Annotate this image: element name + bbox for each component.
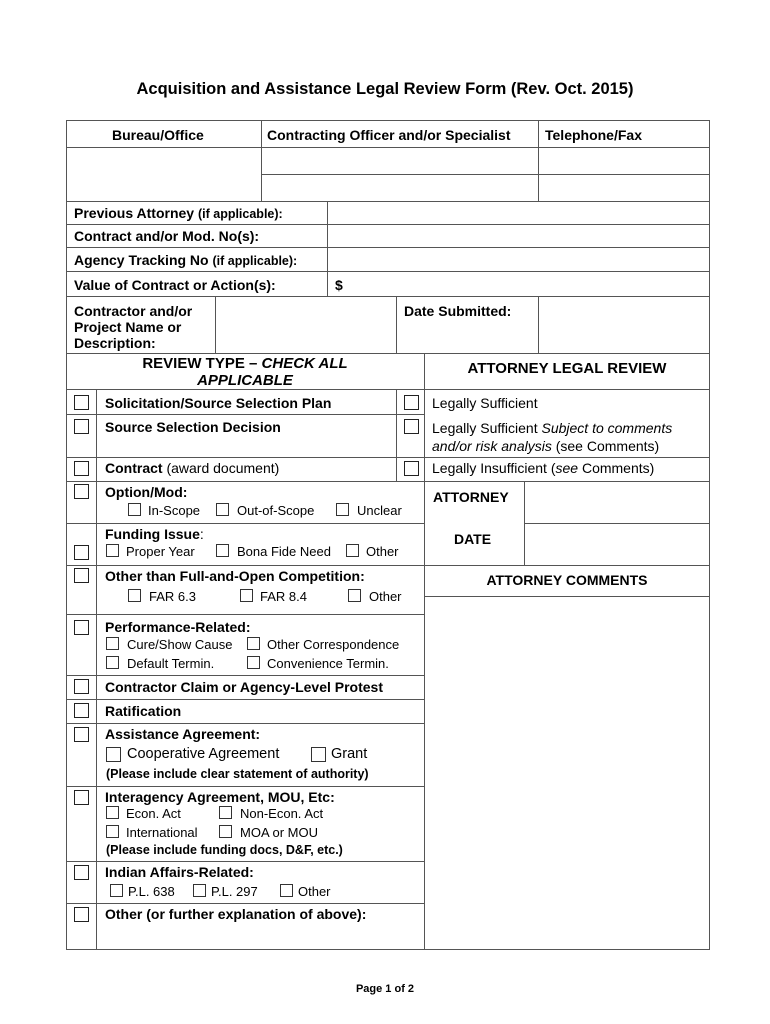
competition-other-label: Other	[369, 589, 402, 604]
dollar-sign: $	[335, 277, 343, 293]
contract-mod-label: Contract and/or Mod. No(s):	[74, 228, 260, 244]
far-8-4-checkbox[interactable]	[240, 589, 253, 602]
agency-tracking-field[interactable]	[328, 248, 708, 270]
pl-638-checkbox[interactable]	[110, 884, 123, 897]
further-explanation-checkbox[interactable]	[74, 907, 89, 922]
fax-field[interactable]	[539, 175, 708, 200]
proper-year-checkbox[interactable]	[106, 544, 119, 557]
attorney-comments-heading: ATTORNEY COMMENTS	[486, 572, 648, 588]
proper-year-label: Proper Year	[126, 544, 195, 559]
page-number: Page 1 of 2	[355, 983, 415, 995]
contractor-label	[74, 303, 192, 351]
econ-act-label: Econ. Act	[126, 806, 181, 821]
previous-attorney-label	[74, 205, 283, 221]
source-selection-label: Source Selection Decision	[105, 419, 281, 435]
form-title: Acquisition and Assistance Legal Review Form (Rev. Oct. 2015)	[136, 80, 634, 98]
source-selection-checkbox[interactable]	[74, 419, 89, 434]
other-correspondence-label: Other Correspondence	[267, 637, 400, 652]
contracting-officer-field-1[interactable]	[262, 148, 537, 173]
if-applicable-note: (if applicable):	[197, 207, 283, 221]
convenience-termin-checkbox[interactable]	[247, 656, 260, 669]
default-termin-label: Default Termin.	[127, 656, 215, 671]
bona-fide-checkbox[interactable]	[216, 544, 229, 557]
funding-docs-note: (Please include funding docs, D&F, etc.)	[106, 843, 343, 857]
contractor-label-line3: Description:	[74, 335, 156, 351]
telephone-field[interactable]	[539, 148, 708, 173]
international-checkbox[interactable]	[106, 825, 119, 838]
far-6-3-label: FAR 6.3	[149, 589, 196, 604]
date-submitted-field[interactable]	[539, 297, 708, 352]
funding-issue-colon: :	[199, 526, 204, 542]
sufficient-subject-a: Legally Sufficient	[432, 420, 542, 436]
attorney-label: ATTORNEY	[433, 489, 509, 505]
telephone-fax-header: Telephone/Fax	[545, 127, 642, 143]
legally-sufficient-checkbox[interactable]	[404, 395, 419, 410]
option-mod-checkbox[interactable]	[74, 484, 89, 499]
agency-tracking-text: Agency Tracking No	[74, 252, 209, 268]
agency-tracking-label	[74, 252, 297, 268]
assistance-label: Assistance Agreement:	[105, 726, 261, 742]
grant-checkbox[interactable]	[311, 747, 326, 762]
further-explanation-label: Other (or further explanation of above):	[105, 906, 367, 922]
review-type-heading-c: APPLICABLE	[197, 372, 293, 389]
date-submitted-label: Date Submitted:	[404, 303, 512, 319]
date-field[interactable]	[525, 524, 708, 564]
interagency-checkbox[interactable]	[74, 790, 89, 805]
claim-checkbox[interactable]	[74, 679, 89, 694]
solicitation-label: Solicitation/Source Selection Plan	[105, 395, 332, 411]
date-label: DATE	[454, 531, 492, 547]
funding-issue-checkbox[interactable]	[74, 545, 89, 560]
indian-other-label: Other	[298, 884, 331, 899]
far-6-3-checkbox[interactable]	[128, 589, 141, 602]
sufficient-subject-label	[432, 419, 672, 455]
funding-issue-label	[105, 526, 204, 542]
funding-other-checkbox[interactable]	[346, 544, 359, 557]
previous-attorney-text: Previous Attorney	[74, 205, 195, 221]
legally-sufficient-label: Legally Sufficient	[432, 395, 538, 411]
review-type-heading-b: CHECK ALL	[261, 355, 348, 372]
other-correspondence-checkbox[interactable]	[247, 637, 260, 650]
econ-act-checkbox[interactable]	[106, 806, 119, 819]
contract-label	[105, 460, 279, 476]
bona-fide-label: Bona Fide Need	[237, 544, 331, 559]
contracting-officer-header: Contracting Officer and/or Specialist	[267, 127, 511, 143]
unclear-checkbox[interactable]	[336, 503, 349, 516]
attorney-comments-field[interactable]	[425, 597, 708, 948]
contract-note: (award document)	[166, 460, 280, 476]
solicitation-checkbox[interactable]	[74, 395, 89, 410]
full-open-label: Other than Full-and-Open Competition:	[105, 568, 365, 584]
sufficient-subject-b: Subject to comments	[541, 420, 673, 436]
contractor-label-line2: Project Name or	[74, 319, 182, 335]
funding-issue-text: Funding Issue	[105, 526, 200, 542]
international-label: International	[126, 825, 198, 840]
bureau-office-field[interactable]	[67, 148, 260, 200]
pl-297-checkbox[interactable]	[193, 884, 206, 897]
sufficient-subject-c: and/or risk analysis	[432, 438, 552, 454]
contract-mod-field[interactable]	[328, 225, 708, 246]
performance-label: Performance-Related:	[105, 619, 251, 635]
cure-show-label: Cure/Show Cause	[127, 637, 233, 652]
if-applicable-note-2: (if applicable):	[212, 254, 298, 268]
ratification-label: Ratification	[105, 703, 182, 719]
insufficient-a: Legally Insufficient (	[432, 460, 556, 476]
competition-other-checkbox[interactable]	[348, 589, 361, 602]
convenience-termin-label: Convenience Termin.	[267, 656, 389, 671]
indian-affairs-label: Indian Affairs-Related:	[105, 864, 254, 880]
in-scope-checkbox[interactable]	[128, 503, 141, 516]
value-label: Value of Contract or Action(s):	[74, 277, 276, 293]
cooperative-agreement-checkbox[interactable]	[106, 747, 121, 762]
attorney-field[interactable]	[525, 482, 708, 522]
interagency-label: Interagency Agreement, MOU, Etc:	[105, 789, 335, 805]
contractor-label-line1: Contractor and/or	[74, 303, 193, 319]
contracting-officer-field-2[interactable]	[262, 175, 537, 200]
review-type-heading-a: REVIEW TYPE –	[142, 355, 262, 372]
attorney-legal-review-heading: ATTORNEY LEGAL REVIEW	[467, 360, 667, 377]
moa-mou-checkbox[interactable]	[219, 825, 232, 838]
unclear-label: Unclear	[357, 503, 402, 518]
insufficient-c: Comments)	[578, 460, 655, 476]
assistance-checkbox[interactable]	[74, 727, 89, 742]
pl-297-label: P.L. 297	[211, 884, 258, 899]
cure-show-checkbox[interactable]	[106, 637, 119, 650]
contract-checkbox[interactable]	[74, 461, 89, 476]
review-type-heading	[66, 355, 424, 389]
legally-insufficient-label	[432, 460, 654, 476]
claim-label: Contractor Claim or Agency-Level Protest	[105, 679, 383, 695]
cooperative-agreement-label: Cooperative Agreement	[127, 746, 280, 762]
contract-text: Contract	[105, 460, 163, 476]
funding-other-label: Other	[366, 544, 399, 559]
non-econ-act-label: Non-Econ. Act	[240, 806, 324, 821]
legally-insufficient-checkbox[interactable]	[404, 461, 419, 476]
far-8-4-label: FAR 8.4	[260, 589, 307, 604]
performance-checkbox[interactable]	[74, 620, 89, 635]
grant-label: Grant	[331, 746, 368, 762]
contractor-field[interactable]	[216, 297, 395, 352]
non-econ-act-checkbox[interactable]	[219, 806, 232, 819]
sufficient-subject-checkbox[interactable]	[404, 419, 419, 434]
insufficient-b: see	[555, 460, 579, 476]
in-scope-label: In-Scope	[148, 503, 201, 518]
moa-mou-label: MOA or MOU	[240, 825, 319, 840]
previous-attorney-field[interactable]	[328, 202, 708, 223]
full-open-checkbox[interactable]	[74, 568, 89, 583]
indian-other-checkbox[interactable]	[280, 884, 293, 897]
out-of-scope-label: Out-of-Scope	[237, 503, 315, 518]
authority-note: (Please include clear statement of authority)	[106, 767, 369, 781]
default-termin-checkbox[interactable]	[106, 656, 119, 669]
sufficient-subject-d: (see Comments)	[551, 438, 660, 454]
option-mod-label: Option/Mod:	[105, 484, 188, 500]
indian-affairs-checkbox[interactable]	[74, 865, 89, 880]
pl-638-label: P.L. 638	[128, 884, 175, 899]
value-field[interactable]	[348, 272, 708, 295]
bureau-office-header: Bureau/Office	[112, 127, 204, 143]
ratification-checkbox[interactable]	[74, 703, 89, 718]
out-of-scope-checkbox[interactable]	[216, 503, 229, 516]
further-explanation-field[interactable]	[97, 925, 423, 948]
